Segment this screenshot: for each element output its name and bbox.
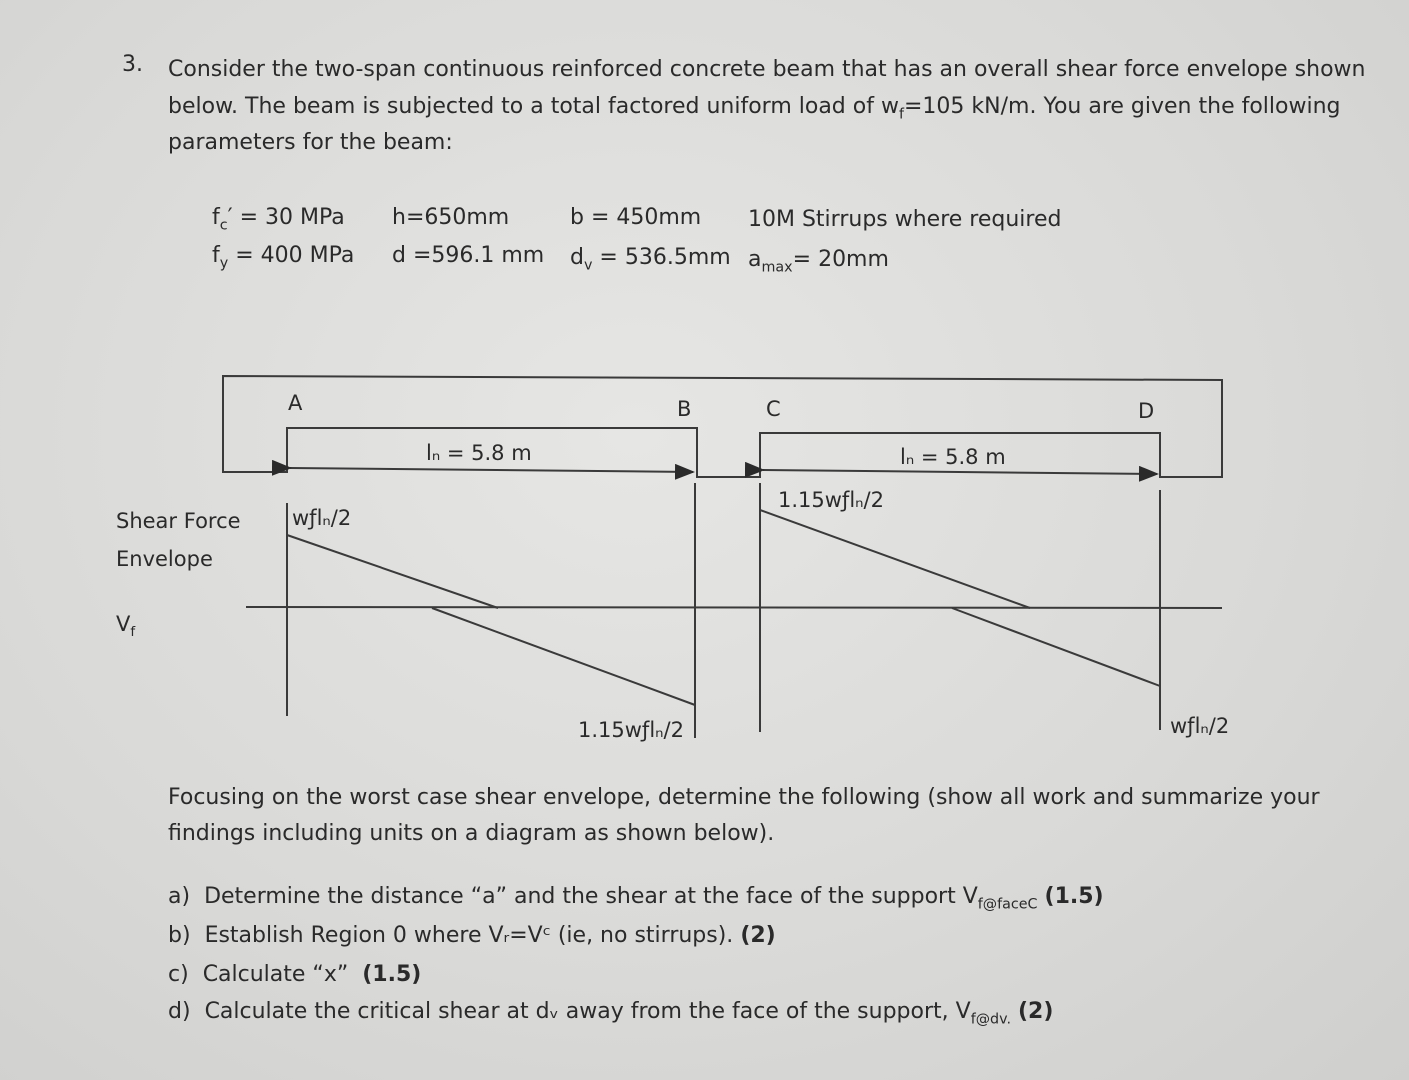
intro-line-3: parameters for the beam: — [168, 130, 453, 155]
envelope-label-1: Shear Force — [116, 509, 241, 533]
support-label-c: C — [766, 397, 781, 421]
c-shear-value: 1.15wƒlₙ/2 — [778, 488, 884, 512]
vf-axis-label: $V_f$ — [116, 612, 136, 641]
intro-line-2: below. The beam is subjected to a total factored uniform load of $w_f=105$ kN/m. You are given the following — [168, 94, 1341, 123]
intro-line-1: Consider the two-span continuous reinforced concrete beam that has an overall shear force envelope shown — [168, 57, 1366, 82]
param-stirrups: 10M Stirrups where required — [748, 207, 1062, 232]
b-shear-value: 1.15wƒlₙ/2 — [578, 718, 684, 742]
left-shear-value: wƒlₙ/2 — [292, 506, 352, 530]
param-dv: $d_v = 536.5mm$ — [570, 245, 731, 274]
envelope-span1-line-a — [287, 535, 498, 608]
support-label-b: B — [677, 397, 692, 421]
shear-zero-axis — [246, 607, 1222, 608]
span2-length-label: lₙ = 5.8 m — [900, 445, 1006, 469]
span2-dimension-arrow — [763, 470, 1157, 474]
param-fy: $f_y = 400$ MPa — [212, 243, 355, 272]
param-b: b = 450mm — [570, 205, 702, 230]
param-d: d =596.1 mm — [392, 243, 545, 268]
envelope-span2-line-a — [760, 510, 1030, 608]
param-fc: $f_c' = 30$ MPa — [212, 205, 345, 234]
span1-dimension-arrow — [290, 468, 693, 472]
param-amax: $a_{max}= 20mm$ — [748, 247, 889, 276]
question-d: d) Calculate the critical shear at dᵥ away from the face of the support, $V_{f@dv.}$ (2) — [168, 999, 1054, 1028]
param-h: h=650mm — [392, 205, 510, 230]
question-b: b) Establish Region 0 where Vᵣ=Vᶜ (ie, no stirrups). (2) — [168, 923, 776, 948]
envelope-span2-line-b — [952, 608, 1160, 686]
beam-outline — [223, 376, 1222, 477]
focus-line-1: Focusing on the worst case shear envelope, determine the following (show all work and summarize your — [168, 785, 1320, 810]
focus-line-2: findings including units on a diagram as shown below). — [168, 821, 775, 846]
span1-length-label: lₙ = 5.8 m — [426, 441, 532, 465]
support-label-a: A — [288, 391, 303, 415]
problem-number: 3. — [122, 52, 143, 77]
question-c: c) Calculate “x” (1.5) — [168, 962, 422, 987]
d-shear-value: wƒlₙ/2 — [1170, 714, 1230, 738]
envelope-label-2: Envelope — [116, 547, 213, 571]
envelope-span1-line-b — [432, 608, 695, 705]
question-a: a) Determine the distance “a” and the shear at the face of the support $V_{f@faceC}$ (1.5) — [168, 884, 1104, 913]
support-label-d: D — [1138, 399, 1155, 423]
